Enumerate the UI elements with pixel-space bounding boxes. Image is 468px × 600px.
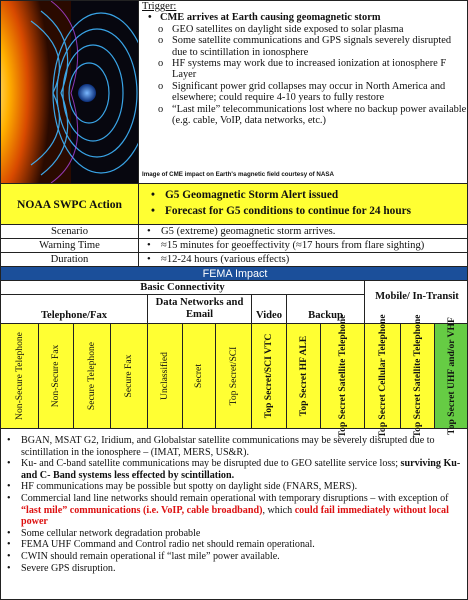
capability-column — [435, 317, 468, 435]
capability-column — [365, 314, 401, 438]
list-item: • G5 Geomagnetic Storm Alert issued — [151, 189, 339, 201]
list-item: o HF systems may work due to increased ionization at ionosphere F Layer — [158, 58, 447, 81]
capability-column — [39, 324, 74, 429]
backup-header: Backup — [287, 295, 365, 324]
list-item: o “Last mile” telecommunications lost where no backup power available (e.g. cable, VoIP, data networks, etc.) — [158, 103, 467, 127]
list-item: • Forecast for G5 conditions to continue for 24 hours — [151, 205, 412, 217]
row-value: • ≈12-24 hours (various effects) — [147, 254, 290, 265]
capability-column — [216, 324, 252, 429]
column-label: Top Secret HF ALE — [297, 335, 309, 417]
basic-connectivity-header: Basic Connectivity — [1, 281, 365, 295]
duration-row — [1, 253, 468, 267]
scenario-row — [1, 225, 468, 239]
image-credit: Image of CME impact on Earth's magnetic field courtesy of NASA — [142, 171, 334, 178]
trigger-main-item: • CME arrives at Earth causing geomagnetic storm — [148, 12, 381, 24]
trigger-effects-list — [142, 24, 467, 127]
mobile-header: Mobile/ In-Transit — [365, 281, 468, 324]
capability-column — [111, 324, 148, 429]
list-item: • Ku- and C-band satellite communications may be disrupted due to GEO satellite service loss; surviving Ku- and C- Band systems less effected by scintillation. — [7, 458, 461, 481]
trigger-section — [1, 1, 468, 184]
noaa-action-label: NOAA SWPC Action — [1, 184, 139, 224]
data-networks-header: Data Networks and Email — [148, 295, 252, 324]
list-item: • CWIN should remain operational if “last mile” power available. — [7, 550, 280, 562]
impact-notes — [7, 435, 465, 574]
list-item: • HF communications may be possible but spotty on daylight side (FNARS, MERS). — [7, 481, 358, 493]
column-label: Non-Secure Telephone — [13, 332, 25, 420]
column-label: Top Secret UHF and/or VHF — [446, 317, 457, 435]
telephone-fax-header: Telephone/Fax — [1, 295, 148, 324]
capability-column — [401, 314, 435, 438]
trigger-label: Trigger: — [142, 1, 177, 12]
list-item: • FEMA UHF Command and Control radio net should remain operational. — [7, 539, 315, 551]
list-item: • Some cellular network degradation probable — [7, 527, 201, 539]
column-label: Secret — [193, 364, 204, 388]
fema-impact-title: FEMA Impact — [1, 267, 468, 281]
column-label: Secure Telephone — [86, 341, 97, 411]
column-label: Top Secret/SCI VTC — [263, 333, 274, 419]
row-label: Scenario — [1, 225, 139, 238]
cme-magnetosphere-image — [1, 1, 139, 183]
column-label: Unclassified — [159, 352, 170, 400]
column-label: Secure Fax — [123, 354, 134, 398]
column-label: Top Secret Cellular Telephone — [376, 314, 388, 438]
row-value: • ≈15 minutes for geoeffectivity (≈17 hours from flare sighting) — [147, 240, 425, 251]
column-label: Top Secret/SCI — [227, 346, 239, 406]
column-label: Top Secret Satellite Telephone — [336, 314, 348, 438]
column-label: Non-Secure Fax — [50, 344, 61, 408]
list-item: o GEO satellites on daylight side exposed to solar plasma — [158, 23, 404, 35]
row-label: Warning Time — [1, 239, 139, 252]
capability-column — [148, 324, 183, 429]
list-item: • Severe GPS disruption. — [7, 562, 116, 574]
trigger-text — [142, 1, 467, 183]
list-item: • BGAN, MSAT G2, Iridium, and Globalstar satellite communications may be severely disrupted due to scintillation in the ionosphere – (IMAT, MERS, US&R). — [7, 435, 435, 458]
list-item: • Commercial land line networks should remain operational with temporary disruptions – with exception of “last mile” communications (i.e. VoIP, cable broadband), which could fail immediately without local power — [7, 492, 449, 528]
column-label: Top Secret Satellite Telephone — [411, 314, 423, 438]
capability-column — [252, 324, 287, 429]
capability-column — [321, 314, 365, 438]
list-item: o Significant power grid collapses may occur in North America and elsewhere; could require 4-10 years to fully restore — [158, 80, 446, 104]
capability-column — [287, 324, 321, 429]
noaa-action-row — [1, 184, 468, 225]
warning-time-row — [1, 239, 468, 253]
capability-column — [74, 324, 111, 429]
noaa-action-items — [151, 187, 411, 219]
capability-column — [1, 324, 39, 429]
row-value: • G5 (extreme) geomagnetic storm arrives. — [147, 226, 336, 237]
row-label: Duration — [1, 253, 139, 266]
video-header: Video — [252, 295, 287, 324]
capability-column — [183, 324, 216, 429]
list-item: o Some satellite communications and GPS signals severely disrupted due to scintillation in ionosphere — [158, 35, 452, 58]
